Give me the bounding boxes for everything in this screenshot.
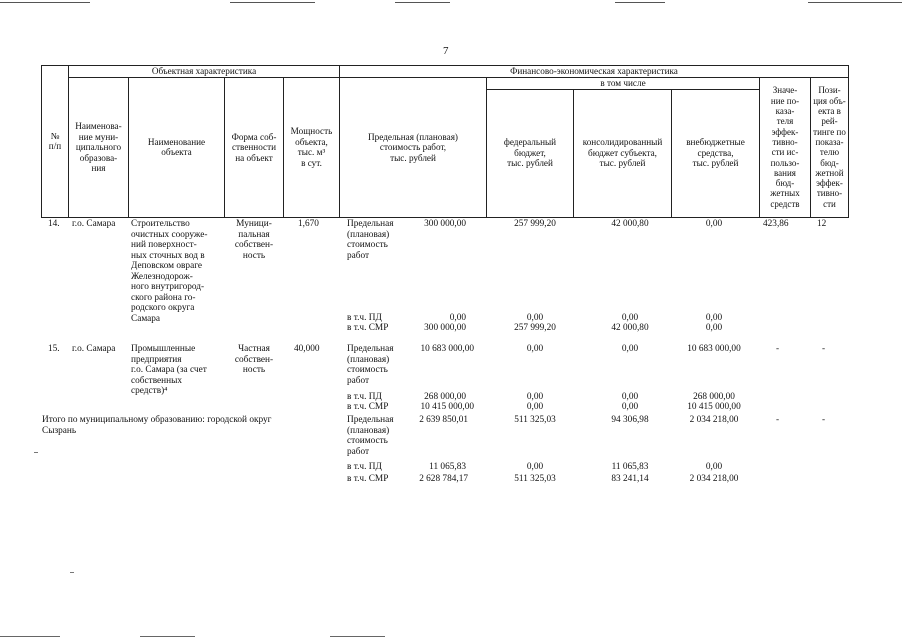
row-efficiency: -: [776, 344, 780, 354]
col-municipality-header: Наименова- ние муни- ципального образова- ния: [69, 78, 129, 218]
row-total: 300 000,00: [424, 219, 466, 229]
row-pd-label: в т.ч. ПД: [347, 392, 382, 402]
row-capacity: 1,670: [298, 219, 319, 229]
subtotal-smr-extrabudget: 2 034 218,00: [689, 474, 739, 484]
row-rating: 12: [817, 219, 827, 229]
top-rule: [230, 2, 315, 3]
row-pd-federal: 0,00: [526, 392, 544, 402]
scan-mark: [34, 452, 38, 453]
col-consolidated-header: консолидированный бюджет субъекта, тыс. рублей: [574, 89, 672, 217]
row-pd-consolidated: 0,00: [621, 313, 639, 323]
row-smr-consolidated: 42 000,80: [611, 323, 649, 333]
row-federal: 0,00: [526, 344, 544, 354]
row-capacity: 40,000: [294, 344, 320, 354]
row-pd-total: 268 000,00: [424, 392, 466, 402]
row-cost-label: Предельная (плановая) стоимость работ: [347, 219, 394, 261]
subtotal-extrabudget: 2 034 218,00: [689, 415, 739, 425]
row-smr-total: 300 000,00: [424, 323, 466, 333]
row-municipality: г.о. Самара: [72, 344, 116, 354]
row-pd-extrabudget: 268 000,00: [693, 392, 735, 402]
row-efficiency: 423,86: [763, 219, 789, 229]
row-num: 14.: [48, 219, 60, 229]
col-num-header: № п/п: [42, 66, 69, 218]
row-cost-label: Предельная (плановая) стоимость работ: [347, 344, 394, 386]
subtotal-smr-consolidated: 83 241,14: [611, 474, 649, 484]
bottom-rule: [330, 636, 385, 637]
col-capacity-header: Мощность объекта, тыс. м³ в сут.: [284, 78, 340, 218]
col-efficiency-header: Значе- ние по- каза- теля эффек- тивно- сти ис- пользо- вания бюд- жетных средств: [760, 78, 811, 218]
subtotal-efficiency: -: [776, 415, 780, 425]
row-federal: 257 999,20: [514, 219, 556, 229]
row-pd-extrabudget: 0,00: [705, 313, 723, 323]
row-smr-label: в т.ч. СМР: [347, 402, 389, 412]
col-rating-header: Пози- ция объ- екта в рей- тинге по показа- телю бюд- жетной эффек- тивно- сти: [811, 78, 849, 218]
row-ownership: Частная собствен- ность: [234, 344, 274, 375]
row-consolidated: 42 000,80: [611, 219, 649, 229]
col-extrabudget-header: внебюджетные средства, тыс. рублей: [672, 89, 760, 217]
subtotal-federal: 511 325,03: [514, 415, 556, 425]
subtotal-smr-total: 2 628 784,17: [419, 474, 468, 484]
top-rule: [395, 2, 450, 3]
subtotal-pd-federal: 0,00: [526, 462, 544, 472]
subtotal-cost-label: Предельная (плановая) стоимость работ: [347, 415, 394, 457]
row-pd-consolidated: 0,00: [621, 392, 639, 402]
group-finance-header: Финансово-экономическая характеристика: [340, 66, 849, 78]
subtotal-smr-federal: 511 325,03: [514, 474, 556, 484]
subtotal-rating: -: [822, 415, 826, 425]
top-rule: [808, 2, 902, 3]
row-ownership: Муници- пальная собствен- ность: [234, 219, 274, 261]
row-smr-extrabudget: 0,00: [705, 323, 723, 333]
row-extrabudget: 10 683 000,00: [687, 344, 741, 354]
subtotal-pd-consolidated: 11 065,83: [611, 462, 649, 472]
subtotal-consolidated: 94 306,98: [611, 415, 649, 425]
row-object: Промышленные предприятия г.о. Самара (за счет собственных средств)⁴: [131, 344, 207, 396]
row-smr-extrabudget: 10 415 000,00: [687, 402, 741, 412]
row-total: 10 683 000,00: [420, 344, 474, 354]
top-rule: [0, 2, 90, 3]
row-extrabudget: 0,00: [705, 219, 723, 229]
top-rule: [615, 2, 665, 3]
col-object-header: Наименование объекта: [129, 78, 225, 218]
row-smr-label: в т.ч. СМР: [347, 323, 389, 333]
bottom-rule: [140, 636, 195, 637]
scan-mark: [70, 572, 74, 573]
row-municipality: г.о. Самара: [72, 219, 116, 229]
row-smr-total: 10 415 000,00: [420, 402, 474, 412]
sub-including-header: в том числе: [487, 78, 760, 90]
table-header: [41, 65, 849, 218]
row-smr-federal: 257 999,20: [514, 323, 556, 333]
subtotal-label: Итого по муниципальному образованию: городской округ Сызрань: [42, 415, 272, 436]
subtotal-pd-label: в т.ч. ПД: [347, 462, 382, 472]
row-smr-consolidated: 0,00: [621, 402, 639, 412]
row-object: Строительство очистных сооруже- ний поверхност- ных сточных вод в Деповском овраге Железнодорож- ного внутригород- ского района го- родского округа Самара: [131, 219, 208, 324]
row-consolidated: 0,00: [621, 344, 639, 354]
subtotal-pd-extrabudget: 0,00: [705, 462, 723, 472]
group-object-header: Объектная характеристика: [69, 66, 340, 78]
bottom-rule: [0, 636, 60, 637]
row-rating: -: [822, 344, 826, 354]
row-pd-federal: 0,00: [526, 313, 544, 323]
col-ownership-header: Форма соб- ственности на объект: [225, 78, 284, 218]
page-number: 7: [443, 45, 449, 57]
col-max-cost-header: Предельная (плановая) стоимость работ, тыс. рублей: [340, 78, 487, 218]
row-num: 15.: [48, 344, 60, 354]
row-pd-label: в т.ч. ПД: [347, 313, 382, 323]
subtotal-smr-label: в т.ч. СМР: [347, 474, 389, 484]
col-federal-header: федеральный бюджет, тыс. рублей: [487, 89, 574, 217]
row-smr-federal: 0,00: [526, 402, 544, 412]
subtotal-pd-total: 11 065,83: [429, 462, 466, 472]
row-pd-total: 0,00: [449, 313, 466, 323]
subtotal-total: 2 639 850,01: [419, 415, 468, 425]
